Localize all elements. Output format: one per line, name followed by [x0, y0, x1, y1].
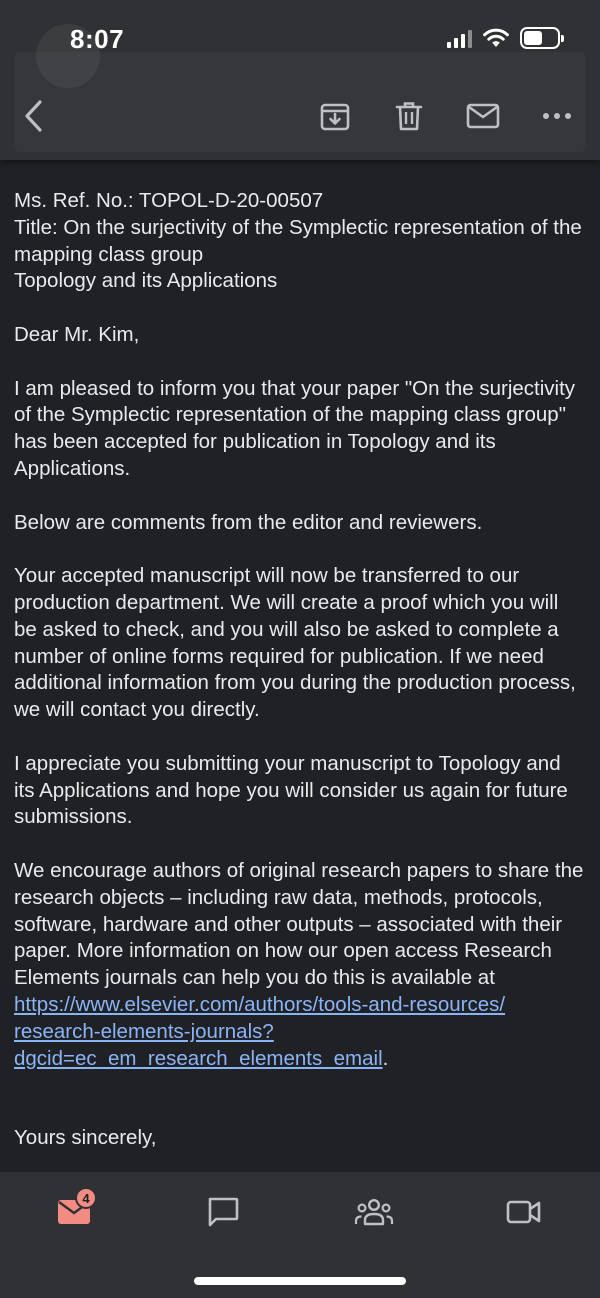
nav-mail[interactable]	[44, 1190, 104, 1234]
more-options-button[interactable]	[535, 94, 579, 138]
research-elements-paragraph: We encourage authors of original research papers to share the research objects – including raw data, methods, protocols, software, hardware and other outputs – associated with their paper. More information on how our open access Research Elements journals can help you do this is available at https://www.elsevier.com/authors/tools-and-resources/ research-elements-journals? dgcid=ec_em_research_elements_email.	[14, 858, 584, 1070]
battery-icon	[520, 27, 560, 49]
mark-unread-button[interactable]	[461, 94, 505, 138]
status-time: 8:07	[70, 24, 125, 54]
meet-icon	[506, 1199, 542, 1225]
journal-name: Topology and its Applications	[14, 269, 278, 293]
cellular-signal-icon	[447, 28, 472, 48]
status-icons	[447, 27, 560, 49]
nav-meet[interactable]	[494, 1190, 554, 1234]
delete-button[interactable]	[387, 94, 431, 138]
email-toolbar	[0, 80, 600, 152]
production-paragraph: Your accepted manuscript will now be transferred to our production department. We will create a proof which you will be asked to check, and you will also be asked to complete a number of online forms required for publication. If we need additional information from you during the production process, we will contact you directly.	[14, 564, 576, 722]
manuscript-title: Title: On the surjectivity of the Symplectic representation of the mapping class group	[14, 215, 582, 266]
mail-unread-badge: 4	[75, 1187, 97, 1209]
back-button[interactable]	[12, 94, 56, 138]
email-reference-block	[14, 188, 586, 295]
mail-icon	[466, 102, 500, 130]
archive-icon	[319, 100, 351, 132]
research-elements-link[interactable]: https://www.elsevier.com/authors/tools-and-resources/ research-elements-journals? dgcid=ec_em_research_elements_email	[14, 992, 506, 1070]
research-elements-text: We encourage authors of original research papers to share the research objects – including raw data, methods, protocols, software, hardware and other outputs – associated with their paper. More information on how our open access Research Elements journals can help you do this is available at	[14, 858, 584, 990]
spaces-icon	[354, 1197, 394, 1227]
home-indicator[interactable]	[194, 1277, 406, 1285]
nav-spaces[interactable]	[344, 1190, 404, 1234]
email-signoff: Yours sincerely,	[14, 1126, 157, 1150]
manuscript-reference: Ms. Ref. No.: TOPOL-D-20-00507	[14, 189, 324, 212]
chat-icon	[206, 1196, 240, 1228]
archive-button[interactable]	[313, 94, 357, 138]
status-bar	[0, 0, 600, 80]
top-app-bar	[0, 0, 600, 160]
comments-paragraph: Below are comments from the editor and reviewers.	[14, 510, 483, 534]
wifi-icon	[482, 27, 510, 49]
acceptance-paragraph: I am pleased to inform you that your paper "On the surjectivity of the Symplectic representation of the mapping class group" has been accepted for publication in Topology and its Applications.	[14, 376, 576, 480]
nav-chat[interactable]	[193, 1190, 253, 1234]
trash-icon	[393, 100, 425, 132]
email-body	[14, 188, 586, 1179]
email-greeting: Dear Mr. Kim,	[14, 322, 140, 346]
more-horizontal-icon	[542, 111, 572, 121]
appreciation-paragraph: I appreciate you submitting your manuscript to Topology and its Applications and hope you will consider us again for future submissions.	[14, 751, 568, 829]
chevron-left-icon	[21, 99, 47, 133]
